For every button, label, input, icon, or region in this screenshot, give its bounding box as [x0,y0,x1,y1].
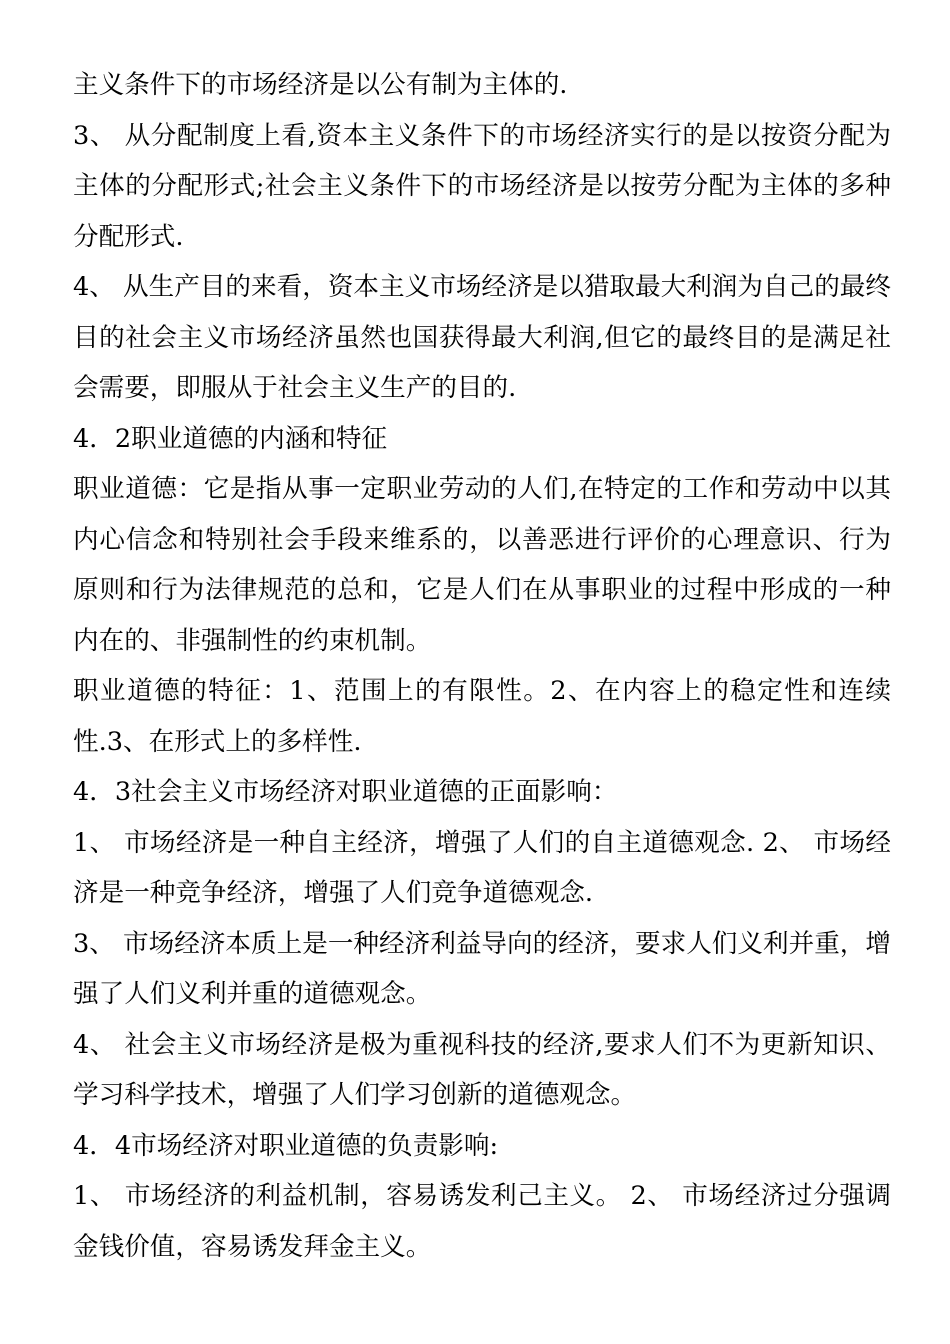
paragraph-positive-3: 3、 市场经济本质上是一种经济利益导向的经济，要求人们义利并重，增强了人们义利并重的道德观念。 [73,928,891,1009]
section-heading-4-4: 4．4市场经济对职业道德的负责影响: [73,1130,499,1161]
section-heading-4-3: 4．3社会主义市场经济对职业道德的正面影响： [73,777,618,807]
section-heading-4-2: 4．2职业道德的内涵和特征 [73,423,388,454]
paragraph-positive-1-2: 1、 市场经济是一种自主经济，增强了人们的自主道德观念. 2、 市场经济是一种竞争经济，增强了人们竞争道德观念. [73,827,891,908]
paragraph-features: 职业道德的特征：1、范围上的有限性。2、在内容上的稳定性和连续性.3、在形式上的多样性. [73,676,891,757]
paragraph-positive-4: 4、 社会主义市场经济是极为重视科技的经济,要求人们不为更新知识、学习科学技术，增强了人们学习创新的道德观念。 [73,1029,891,1110]
paragraph-ownership-end: 主义条件下的市场经济是以公有制为主体的. [73,70,568,100]
paragraph-distribution: 3、 从分配制度上看,资本主义条件下的市场经济实行的是以按资分配为主体的分配形式;社会主义条件下的市场经济是以按劳分配为主体的多种分配形式. [73,120,891,252]
paragraph-definition: 职业道德：它是指从事一定职业劳动的人们,在特定的工作和劳动中以其内心信念和特别社会手段来维系的，以善恶进行评价的心理意识、行为原则和行为法律规范的总和，它是人们在从事职业的过程中形成的一种内在的、非强制性的约束机制。 [73,474,891,656]
paragraph-negative: 1、 市场经济的利益机制，容易诱发利己主义。 2、 市场经济过分强调金钱价值，容易诱发拜金主义。 [73,1181,891,1262]
paragraph-production-goal: 4、 从生产目的来看，资本主义市场经济是以猎取最大利润为自己的最终目的社会主义市场经济虽然也国获得最大利润,但它的最终目的是满足社会需要，即服从于社会主义生产的目的. [73,272,891,403]
document-body [73,60,891,1272]
